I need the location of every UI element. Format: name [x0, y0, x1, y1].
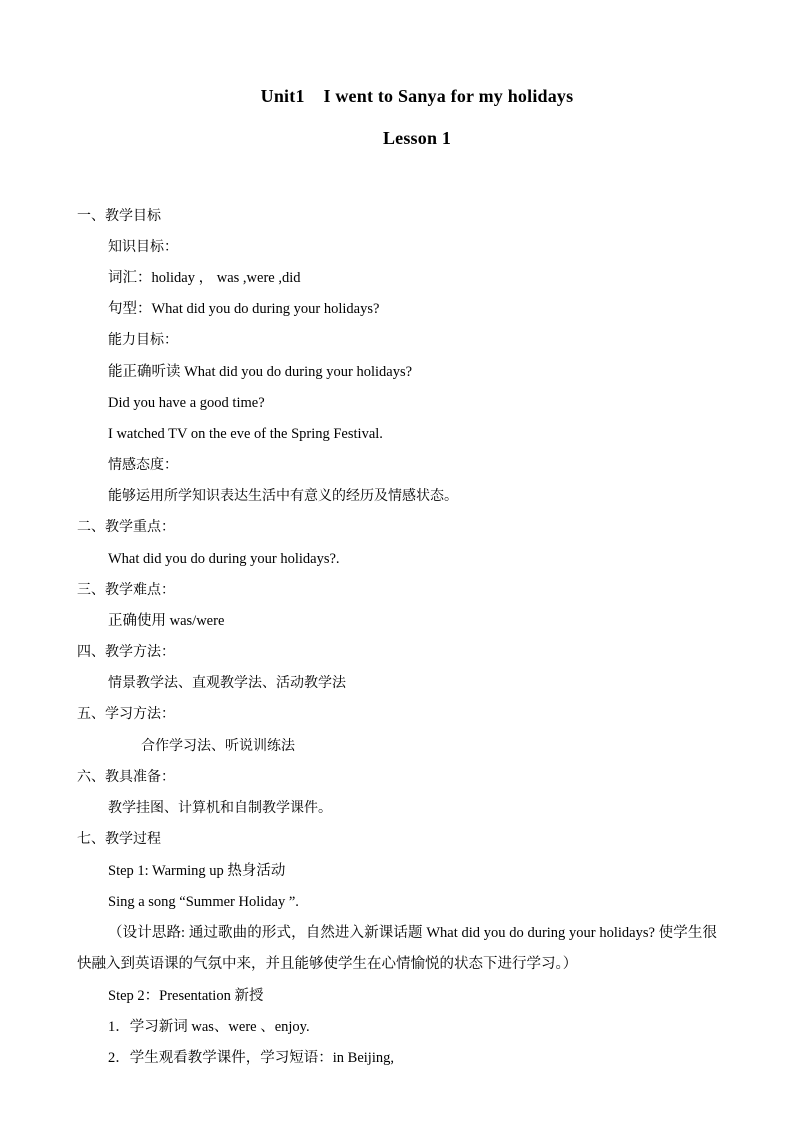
attitude-label: 情感态度： — [108, 457, 178, 473]
section-heading-teaching-methods: 四、教学方法： — [77, 644, 175, 660]
section-heading-difficulties: 三、教学难点： — [77, 582, 175, 598]
lesson-subtitle: Lesson 1 — [382, 128, 452, 148]
spring-festival-line: I watched TV on the eve of the Spring Festival. — [108, 426, 383, 442]
document-title: Unit1 I went to Sanya for my holidays — [260, 86, 574, 106]
difficulty-text: 正确使用 was/were — [108, 613, 225, 629]
learning-methods-text: 合作学习法、听说训练法 — [141, 738, 295, 754]
design-note-paragraph: （设计思路: 通过歌曲的形式，自然进入新课话题 What did you do during your holidays? 使学生很快融入到英语课的气氛中来，并且能够使学生在心情愉悦的状态下进行学习。） — [77, 925, 717, 972]
step2-item-1: 1．学习新词 was、were 、enjoy. — [108, 1019, 310, 1035]
good-time-line: Did you have a good time? — [108, 395, 265, 411]
step2-heading: Step 2：Presentation 新授 — [108, 988, 264, 1004]
section-heading-learning-methods: 五、学习方法： — [77, 706, 175, 722]
listen-read-line: 能正确听读 What did you do during your holidays? — [108, 364, 413, 380]
knowledge-goal-label: 知识目标： — [108, 239, 178, 255]
section-heading-process: 七、教学过程 — [77, 831, 161, 847]
ability-goal-label: 能力目标： — [108, 332, 178, 348]
attitude-text: 能够运用所学知识表达生活中有意义的经历及情感状态。 — [108, 488, 458, 504]
key-point-text: What did you do during your holidays?. — [108, 551, 340, 567]
materials-text: 教学挂图、计算机和自制教学课件。 — [108, 800, 332, 816]
section-heading-materials: 六、教具准备： — [77, 769, 175, 785]
section-heading-goals: 一、教学目标 — [77, 208, 161, 224]
teaching-methods-text: 情景教学法、直观教学法、活动教学法 — [108, 675, 346, 691]
section-heading-key-points: 二、教学重点： — [77, 519, 175, 535]
step2-item-2: 2．学生观看教学课件，学习短语：in Beijing, — [108, 1050, 394, 1066]
step1-heading: Step 1: Warming up 热身活动 — [108, 863, 286, 879]
vocabulary-line: 词汇：holiday ， was ,were ,did — [108, 270, 301, 286]
sentence-pattern-line: 句型：What did you do during your holidays? — [108, 301, 380, 317]
step1-song-line: Sing a song “Summer Holiday ”. — [108, 894, 299, 910]
